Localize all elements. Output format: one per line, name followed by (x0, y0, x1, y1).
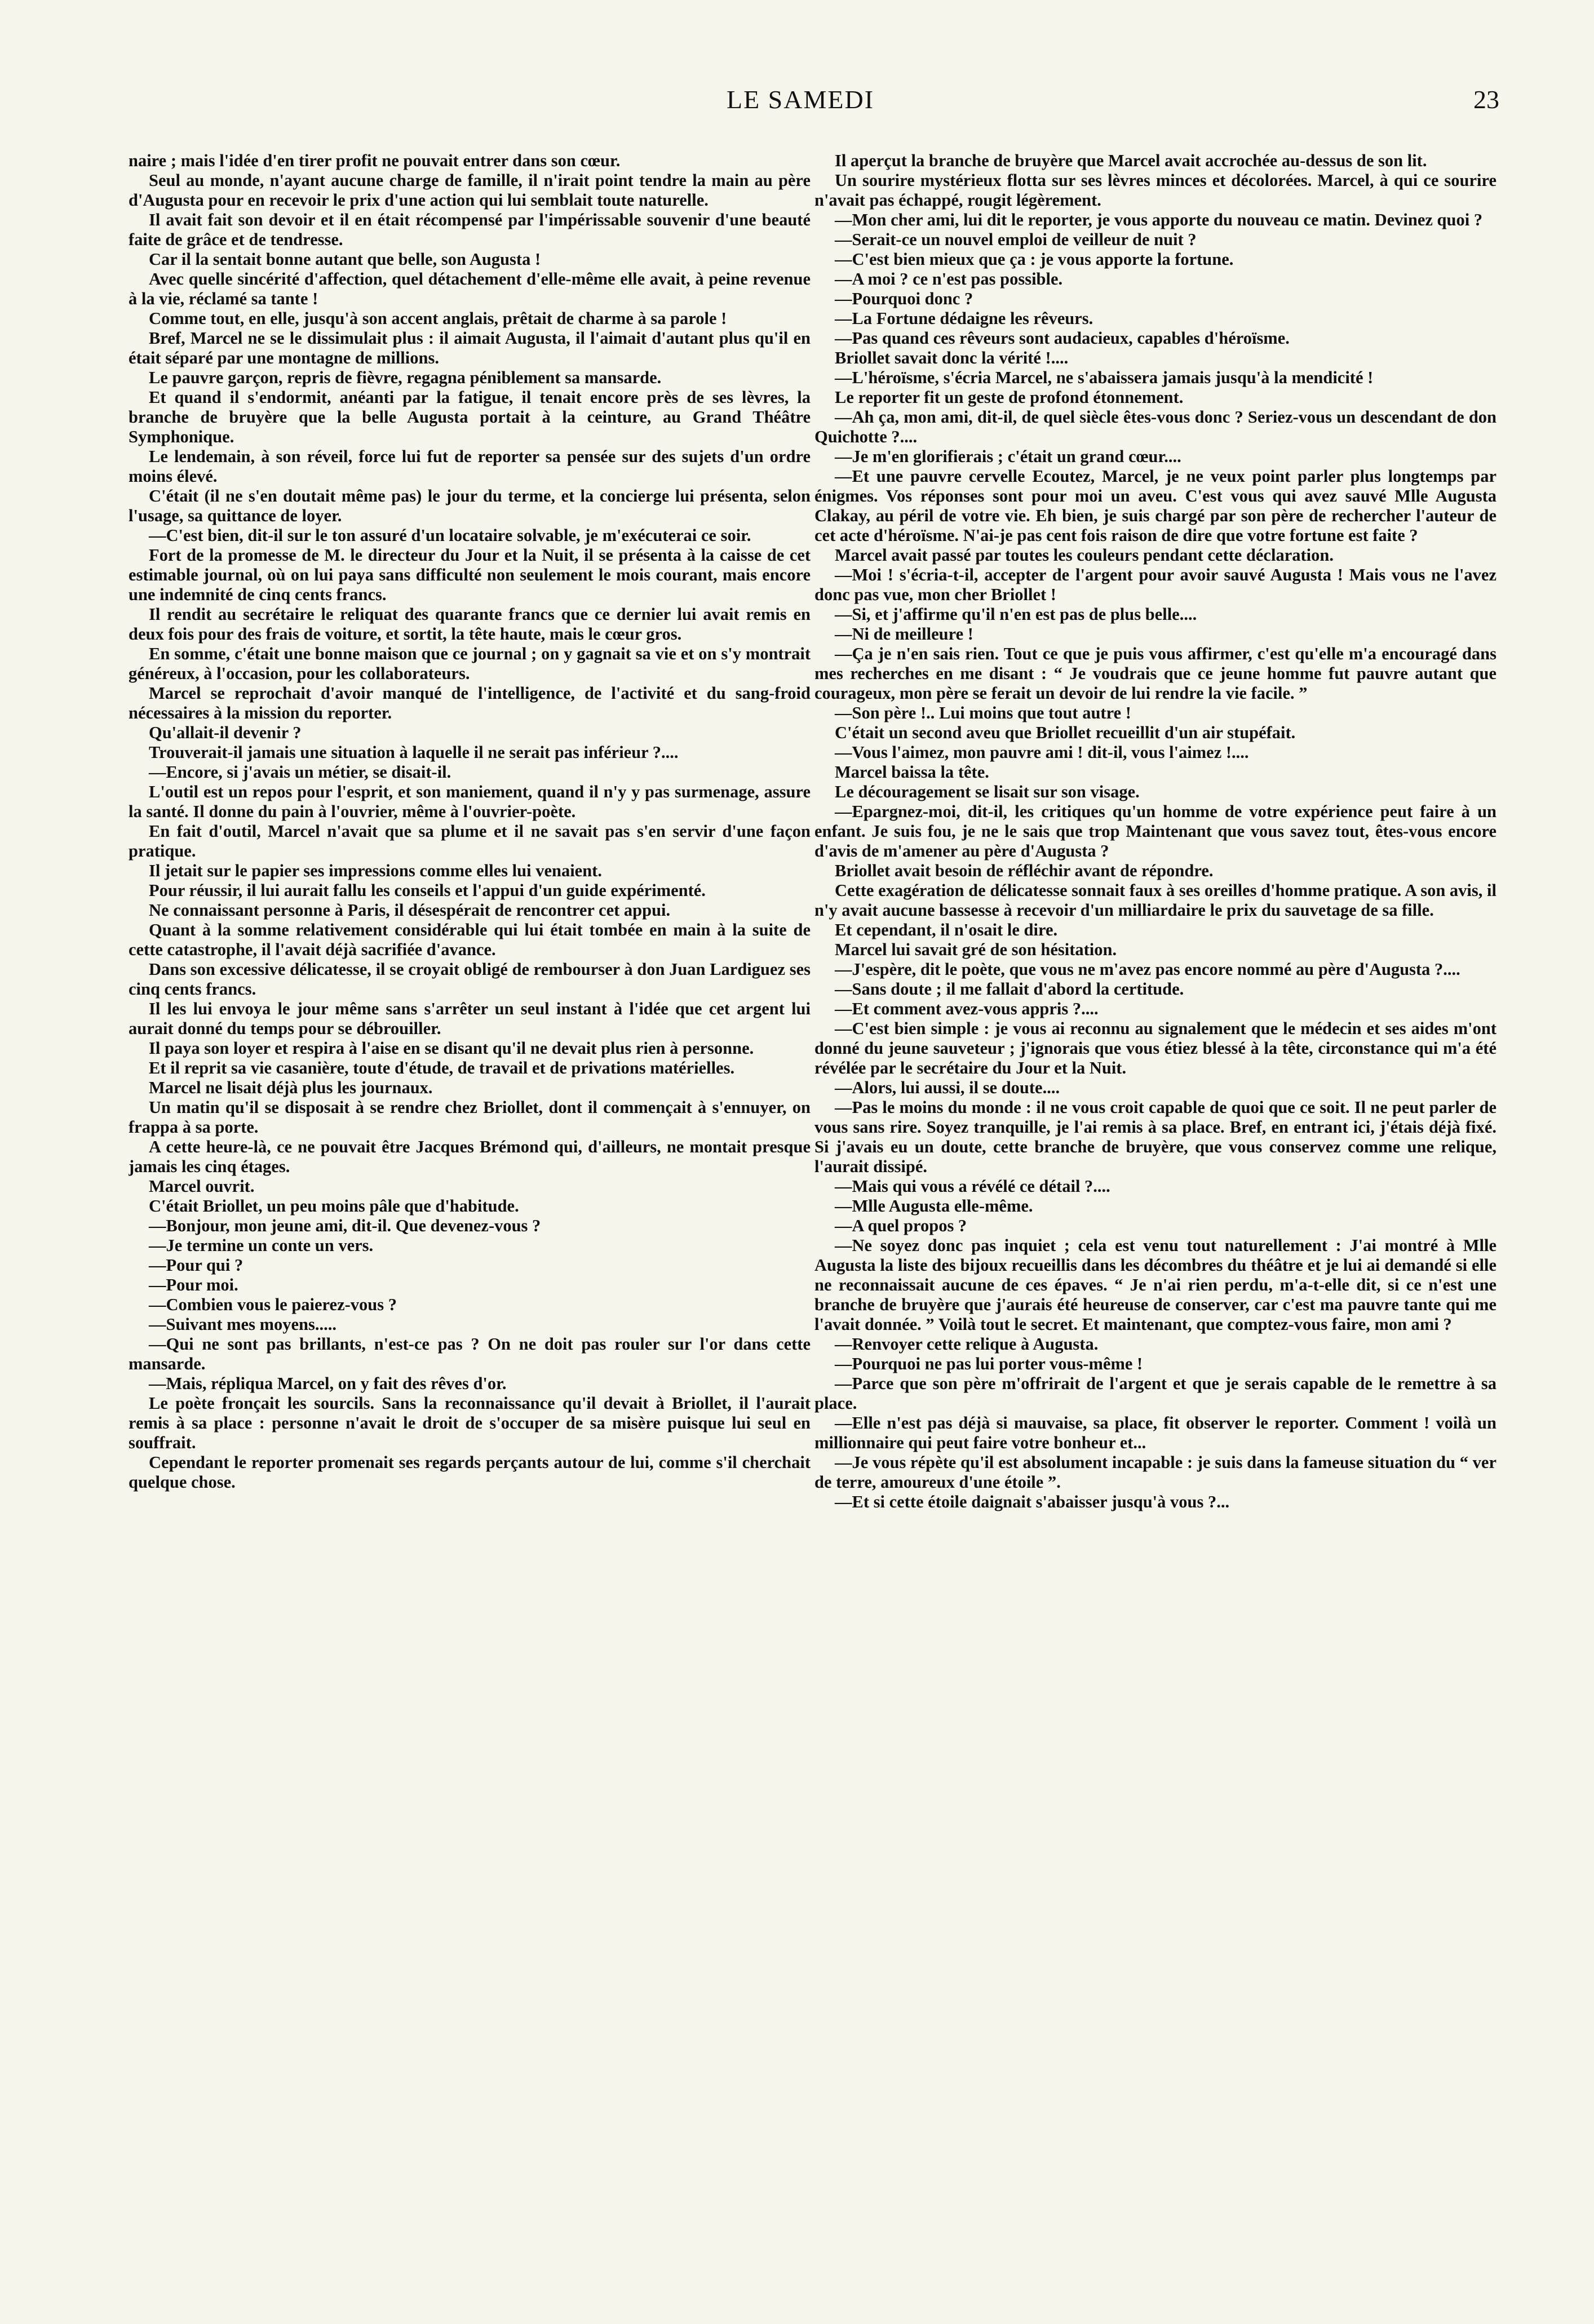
paragraph: En fait d'outil, Marcel n'avait que sa plume et il ne savait pas s'en servir d'une façon pratique. (129, 822, 811, 861)
paragraph: —Renvoyer cette relique à Augusta. (835, 1334, 1099, 1354)
paragraph: Bref, Marcel ne se le dissimulait plus : il aimait Augusta, il l'aimait d'autant plus qu'il en était séparé par une montagne de millions. (129, 329, 811, 367)
paragraph: —Bonjour, mon jeune ami, dit-il. Que devenez-vous ? (149, 1216, 541, 1235)
paragraph: L'outil est un repos pour l'esprit, et son maniement, quand il n'y y pas surmenage, assure la santé. Il donne du pain à l'ouvrier, même à l'ouvrier-poète. (129, 782, 811, 821)
paragraph: C'était un second aveu que Briollet recueillit d'un air stupéfait. (835, 723, 1296, 742)
paragraph: —Et comment avez-vous appris ?.... (835, 999, 1099, 1018)
paragraph: C'était (il ne s'en doutait même pas) le jour du terme, et la concierge lui présenta, selon l'usage, sa quittance de loyer. (129, 486, 811, 525)
paragraph: Il jetait sur le papier ses impressions comme elles lui venaient. (149, 861, 602, 880)
paragraph: Un sourire mystérieux flotta sur ses lèvres minces et décolorées. Marcel, à qui ce sourire n'avait pas échappé, rougit légèrement. (814, 171, 1496, 210)
paragraph: —Je termine un conte un vers. (149, 1236, 374, 1255)
paragraph: —Pourquoi donc ? (835, 289, 973, 308)
paragraph: Le découragement se lisait sur son visage. (835, 782, 1140, 801)
paragraph: naire ; mais l'idée d'en tirer profit ne pouvait entrer dans son cœur. (129, 151, 621, 170)
paragraph: Il aperçut la branche de bruyère que Marcel avait accrochée au-dessus de son lit. (835, 151, 1427, 170)
paragraph: Dans son excessive délicatesse, il se croyait obligé de rembourser à don Juan Lardiguez ses cinq cents francs. (129, 960, 811, 999)
paragraph: —Pas le moins du monde : il ne vous croit capable de quoi que ce soit. Il ne peut parler de vous sans rire. Soyez tranquille, je l'ai remis à sa place. Bref, en entrant ici, j'étais déjà fixé. Si j'avais eu un doute, cette branche de bruyère, que vous conservez comme une relique, l'aurait dissipé. (814, 1098, 1496, 1176)
page-header (101, 85, 1499, 130)
paragraph: Trouverait-il jamais une situation à laquelle il ne serait pas inférieur ?.... (149, 743, 679, 762)
paragraph: Et il reprit sa vie casanière, toute d'étude, de travail et de privations matérielles. (149, 1058, 735, 1077)
paragraph: —Elle n'est pas déjà si mauvaise, sa place, fit observer le reporter. Comment ! voilà un millionnaire qui peut faire votre bonheur et... (814, 1413, 1496, 1452)
paragraph: Il paya son loyer et respira à l'aise en se disant qu'il ne devait plus rien à personne. (149, 1039, 754, 1058)
paragraph: —Alors, lui aussi, il se doute.... (835, 1078, 1060, 1097)
paragraph: —Encore, si j'avais un métier, se disait-il. (149, 762, 451, 782)
paragraph: —Combien vous le paierez-vous ? (149, 1295, 397, 1314)
paragraph: En somme, c'était une bonne maison que ce journal ; on y gagnait sa vie et on s'y montrait généreux, à l'occasion, pour les collaborateurs. (129, 644, 811, 683)
page-number: 23 (1473, 85, 1499, 114)
paragraph: A cette heure-là, ce ne pouvait être Jacques Brémond qui, d'ailleurs, ne montait presque jamais les cinq étages. (129, 1137, 811, 1176)
paragraph: —Je vous répète qu'il est absolument incapable : je suis dans la fameuse situation du “ ver de terre, amoureux d'une étoile ”. (814, 1453, 1496, 1492)
paragraph: —A moi ? ce n'est pas possible. (835, 269, 1063, 289)
paragraph: —Vous l'aimez, mon pauvre ami ! dit-il, vous l'aimez !.... (835, 743, 1249, 762)
paragraph: Il les lui envoya le jour même sans s'arrêter un seul instant à l'idée que cet argent lui aurait donné du temps pour se débrouiller. (129, 999, 811, 1038)
paragraph: Il rendit au secrétaire le reliquat des quarante francs que ce dernier lui avait remis en deux fois pour des frais de voiture, et sortit, la tête haute, mais le cœur gros. (129, 605, 811, 644)
paragraph: Fort de la promesse de M. le directeur du Jour et la Nuit, il se présenta à la caisse de cet estimable journal, où on lui paya sans difficulté non seulement le mois courant, mais encore une indemnité de cinq cents francs. (129, 545, 811, 604)
paragraph: Briollet savait donc la vérité !.... (835, 348, 1069, 367)
paragraph: —Mon cher ami, lui dit le reporter, je vous apporte du nouveau ce matin. Devinez quoi ? (835, 210, 1483, 229)
paragraph: Marcel baissa la tête. (835, 762, 989, 782)
paragraph: Marcel lui savait gré de son hésitation. (835, 940, 1117, 959)
paragraph: —Moi ! s'écria-t-il, accepter de l'argent pour avoir sauvé Augusta ! Mais vous ne l'avez donc pas vue, mon cher Briollet ! (814, 565, 1496, 604)
paragraph: —Je m'en glorifierais ; c'était un grand cœur.... (835, 447, 1181, 466)
right-column (814, 151, 1496, 2287)
paragraph: Le lendemain, à son réveil, force lui fut de reporter sa pensée sur des sujets d'un ordre moins élevé. (129, 447, 811, 486)
paragraph: Le pauvre garçon, repris de fièvre, regagna péniblement sa mansarde. (149, 368, 662, 387)
paragraph: —Sans doute ; il me fallait d'abord la certitude. (835, 979, 1184, 999)
paragraph: Le reporter fit un geste de profond étonnement. (835, 388, 1184, 407)
paragraph: —La Fortune dédaigne les rêveurs. (835, 309, 1093, 328)
paragraph: Marcel ne lisait déjà plus les journaux. (149, 1078, 433, 1097)
paragraph: —Si, et j'affirme qu'il n'en est pas de plus belle.... (835, 605, 1197, 624)
paragraph: —Pour moi. (149, 1275, 238, 1294)
left-column (129, 151, 811, 2287)
paragraph: Car il la sentait bonne autant que belle, son Augusta ! (149, 250, 541, 269)
paragraph: Et cependant, il n'osait le dire. (835, 920, 1058, 939)
paragraph: Marcel avait passé par toutes les couleurs pendant cette déclaration. (835, 545, 1334, 565)
paragraph: —Ça je n'en sais rien. Tout ce que je puis vous affirmer, c'est qu'elle m'a encouragé dans mes recherches en me disant : “ Je voudrais que ce jeune homme fut pauvre autant que courageux, mon père se ferait un devoir de lui rendre la vie facile. ” (814, 644, 1496, 703)
paragraph: Cette exagération de délicatesse sonnait faux à ses oreilles d'homme pratique. A son avis, il n'y avait aucune bassesse à recevoir d'un milliardaire le prix du sauvetage de sa fille. (814, 881, 1496, 920)
paragraph: Qu'allait-il devenir ? (149, 723, 302, 742)
paragraph: Et quand il s'endormit, anéanti par la fatigue, il tenait encore près de ses lèvres, la branche de bruyère que la belle Augusta portait à la ceinture, au Grand Théâtre Symphonique. (129, 388, 811, 446)
paragraph: —J'espère, dit le poète, que vous ne m'avez pas encore nommé au père d'Augusta ?.... (835, 960, 1460, 979)
paragraph: —Mlle Augusta elle-même. (835, 1196, 1033, 1216)
paragraph: —Son père !.. Lui moins que tout autre ! (835, 703, 1131, 722)
paragraph: —L'héroïsme, s'écria Marcel, ne s'abaissera jamais jusqu'à la mendicité ! (835, 368, 1374, 387)
paragraph: —Ah ça, mon ami, dit-il, de quel siècle êtes-vous donc ? Seriez-vous un descendant de don Quichotte ?.... (814, 407, 1496, 446)
newspaper-title: LE SAMEDI (726, 85, 875, 114)
paragraph: Il avait fait son devoir et il en était récompensé par l'impérissable souvenir d'une beauté faite de grâce et de tendresse. (129, 210, 811, 249)
paragraph: —Et si cette étoile daignait s'abaisser jusqu'à vous ?... (835, 1492, 1230, 1511)
paragraph: Marcel se reprochait d'avoir manqué de l'intelligence, de l'activité et du sang-froid nécessaires à la mission du reporter. (129, 684, 811, 722)
paragraph: —Qui ne sont pas brillants, n'est-ce pas ? On ne doit pas rouler sur l'or dans cette mansarde. (129, 1334, 811, 1373)
paragraph: —Epargnez-moi, dit-il, les critiques qu'un homme de votre expérience peut faire à un enfant. Je suis fou, je ne le sais que trop Maintenant que vous savez tout, êtes-vous encore d'avis de m'amener au père d'Augusta ? (814, 802, 1496, 861)
paragraph: Seul au monde, n'ayant aucune charge de famille, il n'irait point tendre la main au père d'Augusta pour en recevoir le prix d'une action qui lui semblait toute naturelle. (129, 171, 811, 210)
paragraph: —Et une pauvre cervelle Ecoutez, Marcel, je ne veux point parler plus longtemps par énigmes. Vos réponses sont pour moi un aveu. C'est vous qui avez sauvé Mlle Augusta Clakay, au péril de votre vie. Eh bien, je suis chargé par son père de rechercher l'auteur de cet acte d'héroïsme. N'ai-je pas cent fois raison de dire que votre fortune est faite ? (814, 467, 1496, 545)
paragraph: Pour réussir, il lui aurait fallu les conseils et l'appui d'un guide expérimenté. (149, 881, 706, 900)
paragraph: C'était Briollet, un peu moins pâle que d'habitude. (149, 1196, 519, 1216)
paragraph: —Mais, répliqua Marcel, on y fait des rêves d'or. (149, 1374, 507, 1393)
paragraph: Quant à la somme relativement considérable qui lui était tombée en main à la suite de cette catastrophe, il l'avait déjà sacrifiée d'avance. (129, 920, 811, 959)
paragraph: —Mais qui vous a révélé ce détail ?.... (835, 1177, 1110, 1196)
paragraph: —Pourquoi ne pas lui porter vous-même ! (835, 1354, 1143, 1373)
paragraph: Cependant le reporter promenait ses regards perçants autour de lui, comme s'il cherchait quelque chose. (129, 1453, 811, 1492)
paragraph: —Serait-ce un nouvel emploi de veilleur de nuit ? (835, 230, 1197, 249)
paragraph: —C'est bien mieux que ça : je vous apporte la fortune. (835, 250, 1234, 269)
paragraph: Briollet avait besoin de réfléchir avant de répondre. (835, 861, 1214, 880)
paragraph: —Suivant mes moyens..... (149, 1315, 336, 1334)
paragraph: —Pas quand ces rêveurs sont audacieux, capables d'héroïsme. (835, 329, 1290, 348)
paragraph: Un matin qu'il se disposait à se rendre chez Briollet, dont il commençait à s'ennuyer, on frappa à sa porte. (129, 1098, 811, 1137)
paragraph: —Parce que son père m'offrirait de l'argent et que je serais capable de le remettre à sa place. (814, 1374, 1496, 1413)
paragraph: —Pour qui ? (149, 1256, 243, 1275)
paragraph: —C'est bien simple : je vous ai reconnu au signalement que le médecin et ses aides m'ont donné du jeune sauveteur ; j'ignorais que vous étiez blessé à la tête, circonstance qui m'a été révélée par le secrétaire du Jour et la Nuit. (814, 1019, 1496, 1077)
paragraph: Ne connaissant personne à Paris, il désespérait de rencontrer cet appui. (149, 901, 671, 920)
paragraph: Avec quelle sincérité d'affection, quel détachement d'elle-même elle avait, à peine revenue à la vie, réclamé sa tante ! (129, 269, 811, 308)
paragraph: —C'est bien, dit-il sur le ton assuré d'un locataire solvable, je m'exécuterai ce soir. (149, 526, 751, 545)
paragraph: —Ni de meilleure ! (835, 624, 973, 644)
paragraph: Comme tout, en elle, jusqu'à son accent anglais, prêtait de charme à sa parole ! (149, 309, 727, 328)
paragraph: Marcel ouvrit. (149, 1177, 255, 1196)
paragraph: Le poète fronçait les sourcils. Sans la reconnaissance qu'il devait à Briollet, il l'aurait remis à sa place : personne n'avait le droit de s'occuper de sa misère puisque lui seul en souffrait. (129, 1394, 811, 1452)
paragraph: —Ne soyez donc pas inquiet ; cela est venu tout naturellement : J'ai montré à Mlle Augusta la liste des bijoux recueillis dans les décombres du théâtre et je lui ai demandé si elle ne reconnaissait aucune de ces épaves. “ Je n'ai rien perdu, m'a-t-elle dit, si ce n'est une branche de bruyère que j'aurais été heureuse de conserver, car c'est ma pauvre tante qui me l'avait donnée. ” Voilà tout le secret. Et maintenant, que comptez-vous faire, mon ami ? (814, 1236, 1496, 1334)
paragraph: —A quel propos ? (835, 1216, 967, 1235)
